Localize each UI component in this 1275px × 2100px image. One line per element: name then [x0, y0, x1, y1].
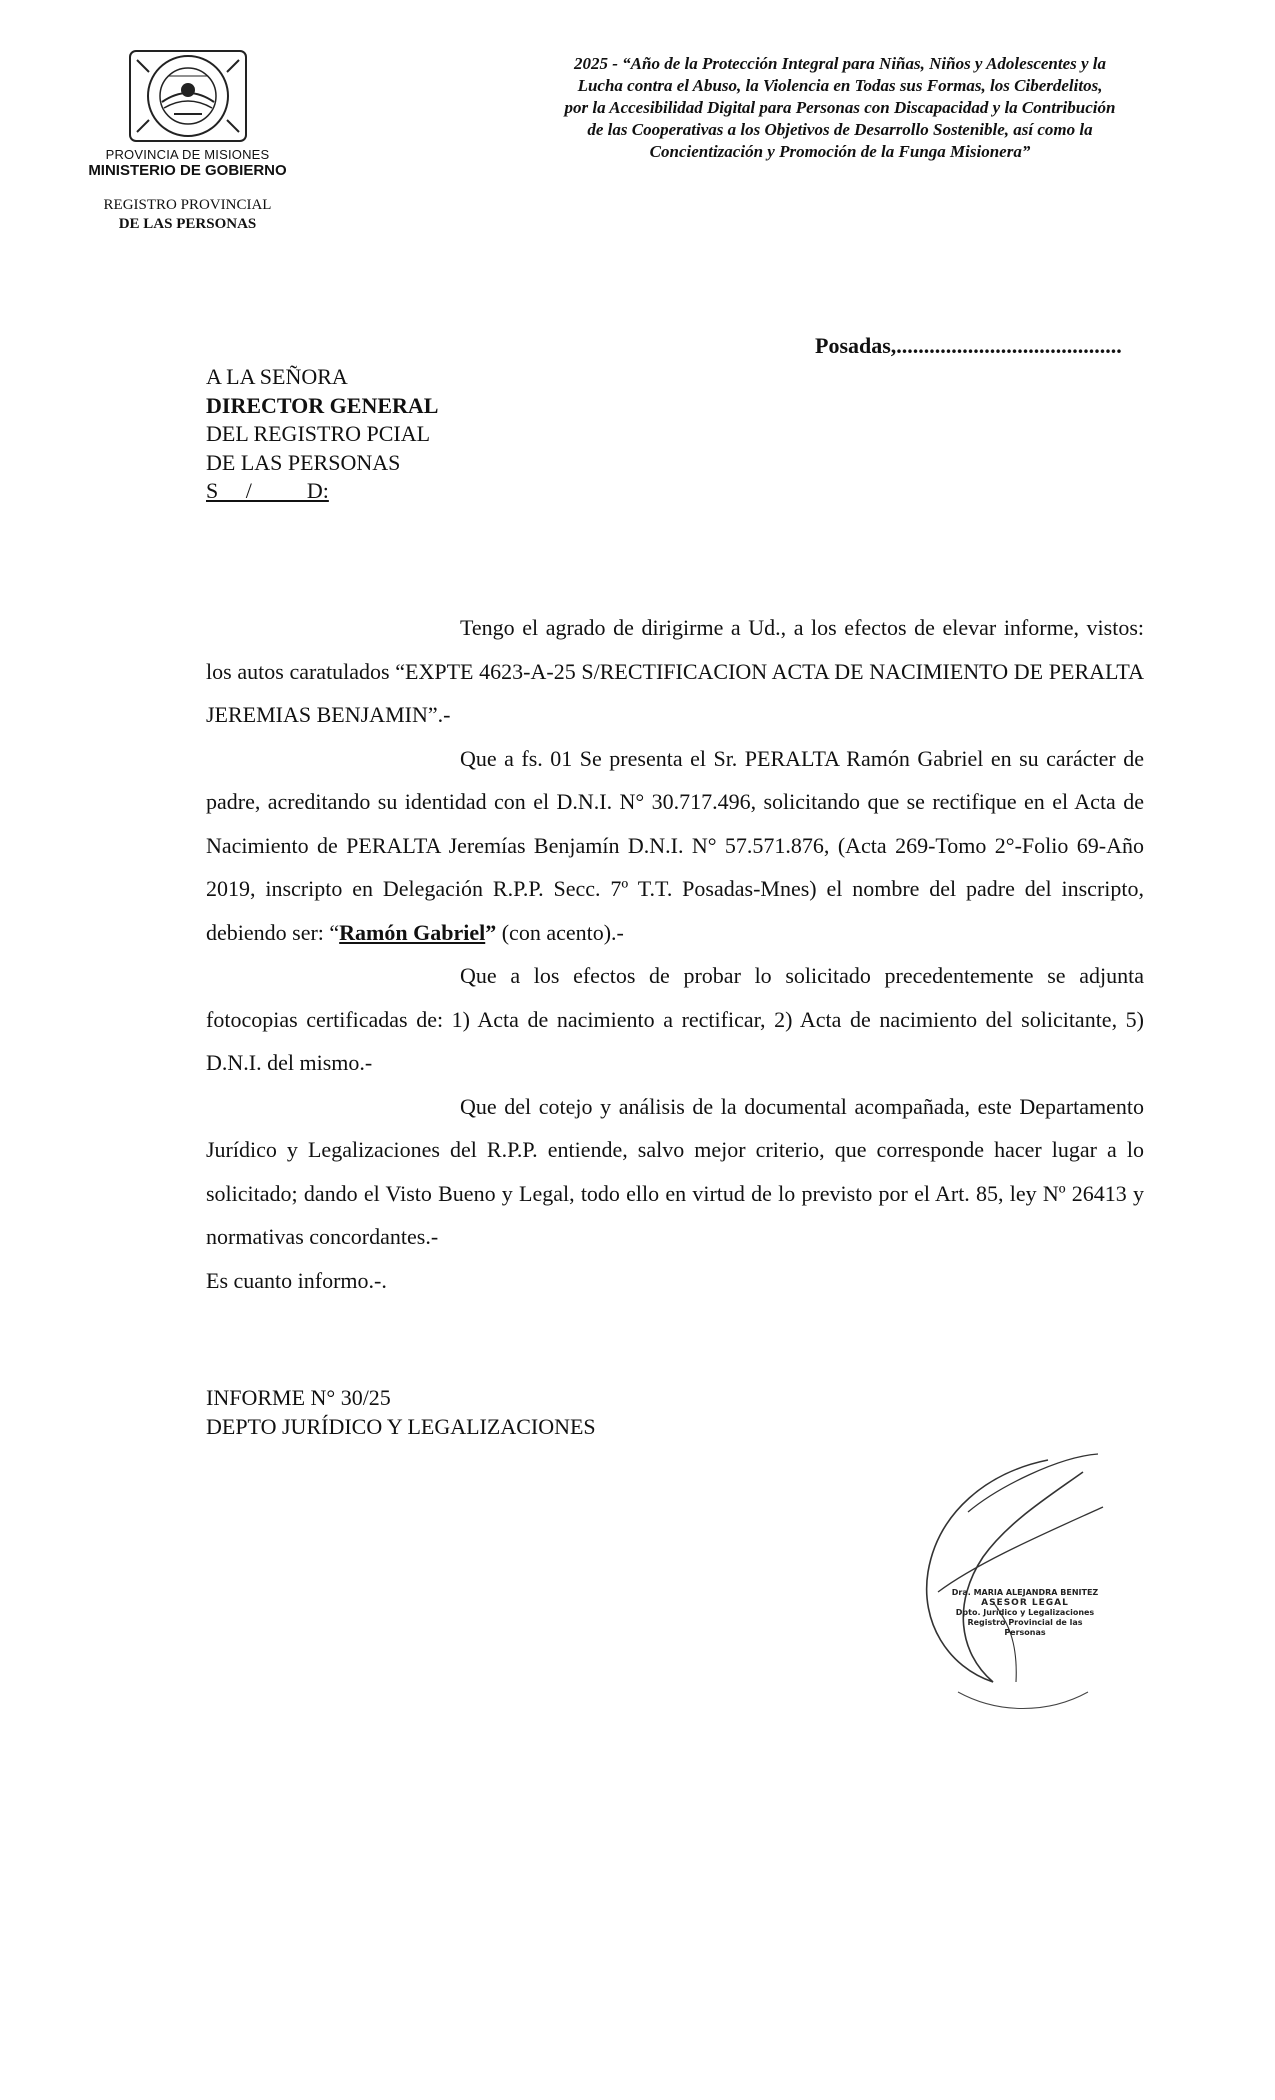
report-number: INFORME N° 30/25: [206, 1385, 391, 1410]
paragraph-3: Que a los efectos de probar lo solicitado precedentemente se adjunta fotocopias certificadas de: 1) Acta de nacimiento a rectificar, 2) Acta de nacimiento del solicitante, 5) D.N.I. del mismo.-: [206, 963, 1144, 1075]
stamp-department: Dpto. Jurídico y Legalizaciones: [955, 1608, 1095, 1617]
paragraph-1: Tengo el agrado de dirigirme a Ud., a los efectos de elevar informe, vistos: los autos caratulados “EXPTE 4623-A-25 S/RECTIFICACION ACTA DE NACIMIENTO DE PERALTA JEREMIAS BENJAMIN”.-: [206, 615, 1144, 727]
ministry-name: MINISTERIO DE GOBIERNO: [88, 162, 287, 179]
motto-line: 2025 - “Año de la Protección Integral para Niñas, Niños y Adolescentes y la: [573, 54, 1107, 73]
closing-quote: ”: [485, 919, 497, 945]
registry-line-1: REGISTRO PROVINCIAL: [103, 197, 272, 213]
addressee-title: DIRECTOR GENERAL: [206, 392, 439, 418]
provincial-seal-icon: [129, 50, 247, 142]
closing-line: Es cuanto informo.-.: [206, 1267, 387, 1293]
motto-line: Concientización y Promoción de la Funga Misionera”: [649, 142, 1031, 161]
year-motto: [480, 53, 1200, 163]
addressee-line-1: A LA SEÑORA: [206, 364, 348, 389]
report-body: [206, 606, 1144, 1302]
motto-line: de las Cooperativas a los Objetivos de Desarrollo Sostenible, así como la: [587, 120, 1093, 139]
province-name: PROVINCIA DE MISIONES: [105, 147, 270, 162]
addressee-line-4: DE LAS PERSONAS: [206, 449, 401, 475]
handwritten-signature-icon: [898, 1452, 1108, 1722]
report-department: DEPTO JURÍDICO Y LEGALIZACIONES: [206, 1414, 596, 1439]
registry-name: [60, 196, 315, 234]
stamp-institution: Registro Provincial de las Personas: [967, 1618, 1083, 1637]
motto-line: por la Accesibilidad Digital para Personas con Discapacidad y la Contribución: [564, 98, 1116, 117]
addressee-line-3: DEL REGISTRO PCIAL: [206, 421, 431, 446]
signature-stamp: [950, 1588, 1100, 1638]
paragraph-2: [206, 737, 1144, 955]
place-date: Posadas,.........................................: [815, 333, 1122, 358]
registry-line-2: DE LAS PERSONAS: [118, 216, 257, 232]
corrected-name: Ramón Gabriel: [339, 919, 486, 945]
motto-line: Lucha contra el Abuso, la Violencia en Todas sus Formas, los Ciberdelitos,: [577, 76, 1103, 95]
addressee-sd: S / D:: [206, 478, 329, 503]
stamp-name: Dra. MARIA ALEJANDRA BENITEZ: [951, 1588, 1099, 1597]
report-reference: [206, 1383, 596, 1441]
addressee-block: [206, 363, 438, 506]
stamp-role: ASESOR LEGAL: [981, 1598, 1069, 1608]
paragraph-4: Que del cotejo y análisis de la documental acompañada, este Departamento Jurídico y Legalizaciones del R.P.P. entiende, salvo mejor criterio, que corresponde hacer lugar a lo solicitado; dando el Visto Bueno y Legal, todo ello en virtud de lo previsto por el Art. 85, ley Nº 26413 y normativas concordantes.-: [206, 1093, 1144, 1249]
paragraph-2-tail: (con acento).-: [496, 919, 624, 945]
letterhead-logo-block: [60, 50, 315, 234]
paragraph-2-text: Que a fs. 01 Se presenta el Sr. PERALTA Ramón Gabriel en su carácter de padre, acreditando su identidad con el D.N.I. N° 30.717.496, solicitando que se rectifique en el Acta de Nacimiento de PERALTA Jeremías Benjamín D.N.I. N° 57.571.876, (Acta 269-Tomo 2°-Folio 69-Año 2019, inscripto en Delegación R.P.P. Secc. 7º T.T. Posadas-Mnes) el nombre del padre del inscripto, debiendo ser: “: [206, 745, 1144, 945]
